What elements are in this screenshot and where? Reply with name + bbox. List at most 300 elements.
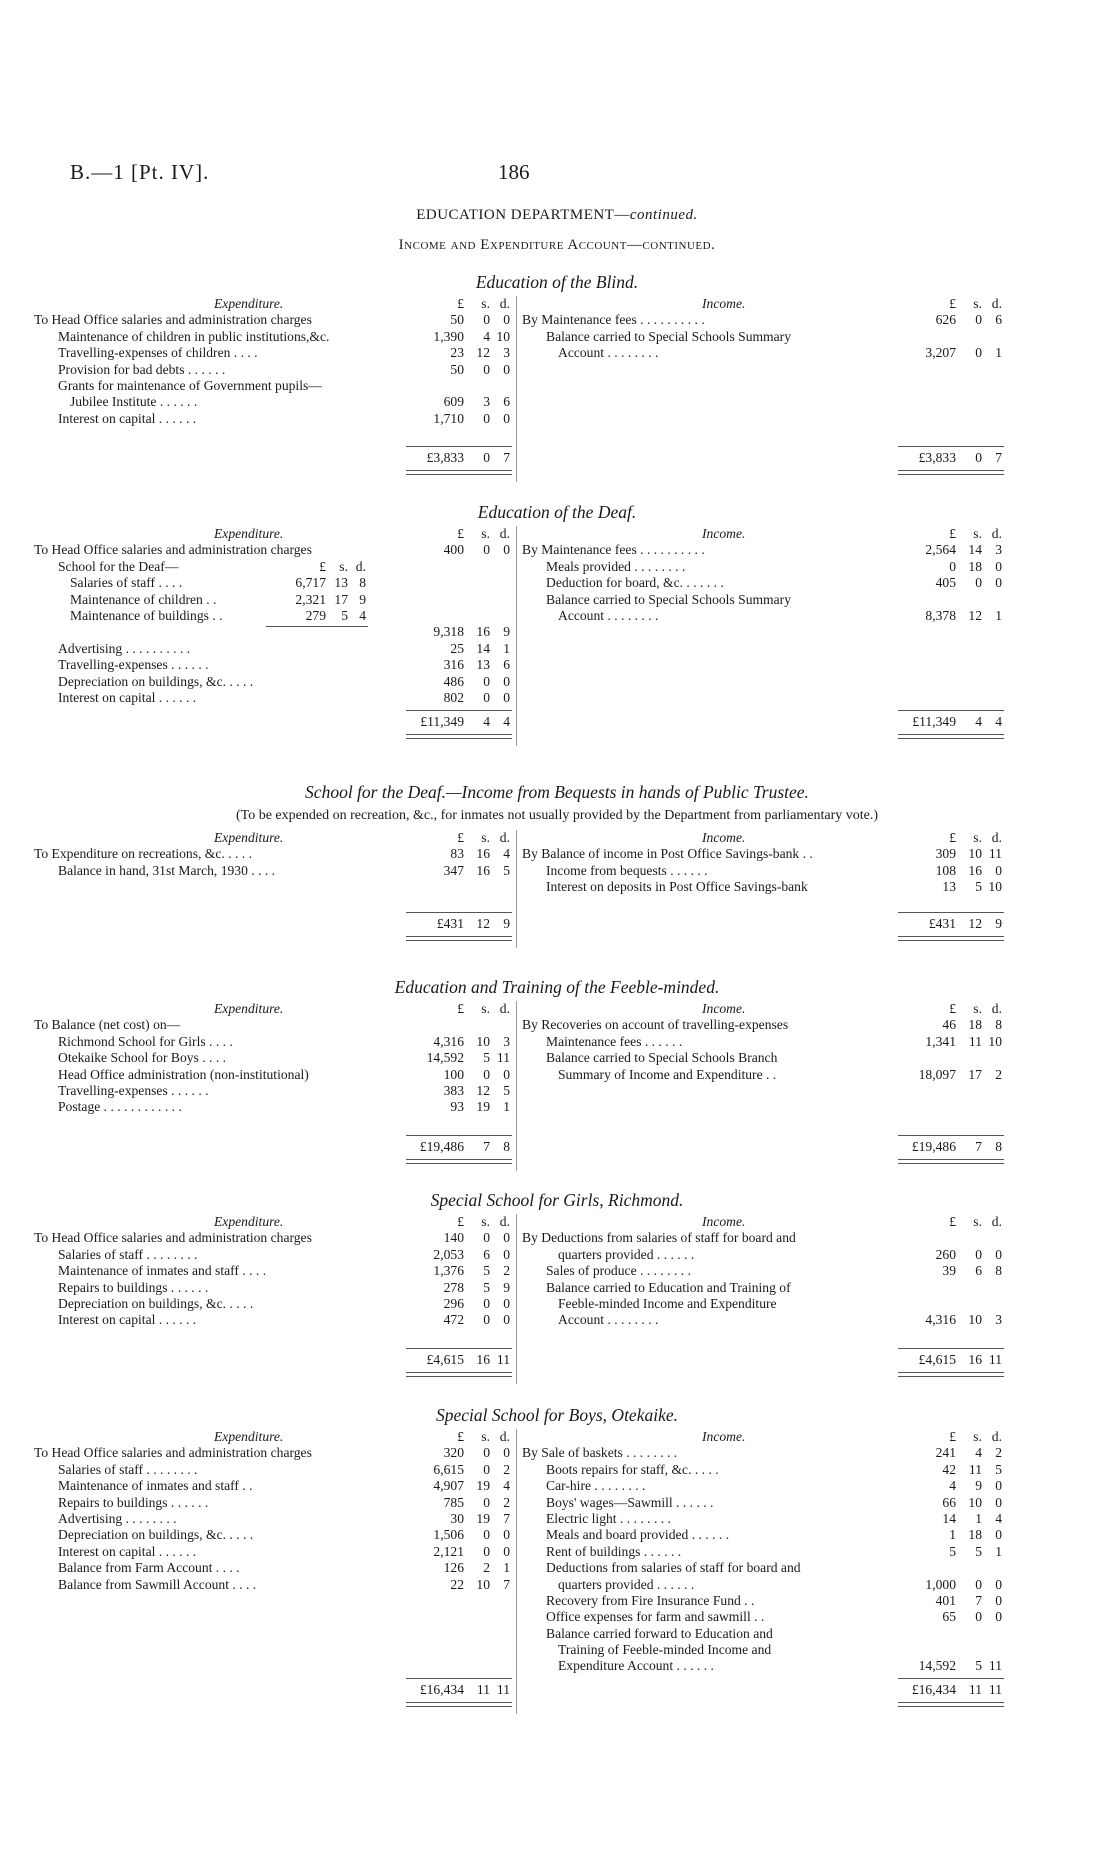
total-shillings: 11	[476, 1682, 490, 1697]
total-row	[522, 1139, 1004, 1155]
income-row	[522, 1478, 1004, 1494]
pounds: 126	[443, 1560, 464, 1576]
report-reference: B.—1 [Pt. IV].	[70, 160, 210, 184]
column-heading	[34, 526, 512, 542]
pounds: 50	[450, 361, 464, 377]
shillings: 2	[483, 1560, 490, 1576]
expenditure-column	[34, 296, 512, 465]
pence: 5	[503, 1082, 510, 1098]
row-label: Interest on deposits in Post Office Savings-bank	[546, 879, 808, 895]
total-pounds: £4,615	[918, 1352, 956, 1367]
row-label: Otekaike School for Boys . . . .	[58, 1050, 227, 1066]
pounds: 65	[942, 1609, 956, 1625]
feeble-title: Education and Training of the Feeble-minded.	[394, 977, 720, 997]
pence: 5	[503, 862, 510, 878]
pounds-heading: £	[457, 296, 464, 311]
expenditure-row	[34, 542, 512, 558]
pounds: 66	[942, 1494, 956, 1510]
pounds: 50	[450, 312, 464, 328]
column-heading	[522, 526, 1004, 542]
shillings: 4	[483, 328, 490, 344]
row-label: Jubilee Institute . . . . . .	[70, 394, 198, 410]
shillings: 12	[476, 1082, 490, 1098]
column-divider	[516, 1001, 517, 1171]
pence-heading: d.	[499, 1429, 510, 1444]
total-rule-bottom	[406, 1372, 512, 1377]
expenditure-row	[34, 1280, 512, 1296]
account-heading: Income and Expenditure Account—continued.	[398, 237, 716, 253]
pounds: 39	[942, 1263, 956, 1279]
income-row	[522, 1577, 1004, 1593]
pounds: 18,097	[918, 1066, 956, 1082]
shillings: 17	[334, 591, 348, 607]
column-heading	[34, 1001, 512, 1017]
pounds: 260	[935, 1246, 956, 1262]
row-label: To Head Office salaries and administration charges	[34, 312, 312, 328]
pounds-heading: £	[949, 526, 956, 541]
pence-heading: d.	[499, 1214, 510, 1229]
pence: 0	[995, 1527, 1002, 1543]
blind-title: Education of the Blind.	[475, 272, 639, 292]
pounds: 383	[443, 1082, 464, 1098]
pounds: 2,321	[295, 591, 326, 607]
pounds: 1,506	[433, 1527, 464, 1543]
row-label: Postage . . . . . . . . . . . .	[58, 1099, 182, 1115]
pounds-heading: £	[457, 1429, 464, 1444]
income-row	[522, 1312, 1004, 1328]
expenditure-row	[34, 1230, 512, 1246]
total-rule-bottom	[898, 734, 1004, 739]
pence-heading: d.	[991, 526, 1002, 541]
pence: 0	[995, 1609, 1002, 1625]
pounds: 316	[443, 657, 464, 673]
total-row	[522, 450, 1004, 466]
shillings: 13	[476, 657, 490, 673]
row-label: Training of Feeble-minded Income and	[558, 1642, 772, 1658]
pounds: 1,390	[433, 328, 464, 344]
pence-heading: d.	[991, 296, 1002, 311]
total-shillings: 7	[483, 1139, 490, 1154]
expenditure-row	[34, 1478, 512, 1494]
pence: 1	[995, 345, 1002, 361]
sub-shillings-heading: s.	[339, 558, 348, 574]
total-pence: 9	[503, 916, 510, 931]
shillings: 5	[975, 1658, 982, 1674]
pence: 2	[503, 1263, 510, 1279]
row-label: Maintenance of children in public institutions,&c.	[58, 328, 330, 344]
expenditure-row	[34, 1034, 512, 1050]
total-row	[522, 916, 1004, 932]
pence: 0	[503, 1527, 510, 1543]
expenditure-row	[34, 608, 512, 624]
income-column	[522, 1429, 1004, 1697]
row-label: By Balance of income in Post Office Savings-bank . .	[522, 846, 813, 862]
pence: 11	[496, 1050, 510, 1066]
total-row	[522, 1682, 1004, 1698]
pence: 10	[988, 1033, 1002, 1049]
column-divider	[516, 1429, 517, 1714]
pence: 3	[995, 1312, 1002, 1328]
total-pounds: £3,833	[918, 450, 956, 465]
shillings: 17	[968, 1066, 982, 1082]
expenditure-row	[34, 657, 512, 673]
pounds: 3,207	[925, 345, 956, 361]
department-name: EDUCATION DEPARTMENT—	[416, 207, 630, 223]
row-label: Salaries of staff . . . . . . . .	[58, 1461, 198, 1477]
shillings: 11	[968, 1033, 982, 1049]
total-pounds: £431	[436, 916, 464, 931]
total-pence: 11	[496, 1352, 510, 1367]
bequests-note: (To be expended on recreation, &c., for inmates not usually provided by the Department from parliamentary vote.)	[235, 808, 879, 823]
pounds: 22	[450, 1576, 464, 1592]
shillings: 0	[483, 673, 490, 689]
pounds: 1,376	[433, 1263, 464, 1279]
pounds: 4,316	[925, 1312, 956, 1328]
shillings: 16	[476, 624, 490, 640]
shillings: 0	[975, 575, 982, 591]
income-row	[522, 312, 1004, 328]
expenditure-heading: Expenditure.	[214, 1214, 284, 1229]
shillings: 0	[483, 1295, 490, 1311]
pounds: 609	[443, 394, 464, 410]
total-shillings: 12	[476, 916, 490, 931]
expenditure-row	[34, 312, 512, 328]
row-label: Maintenance fees . . . . . .	[546, 1033, 683, 1049]
row-label: To Expenditure on recreations, &c. . . . .	[34, 846, 252, 862]
row-label: To Head Office salaries and administration charges	[34, 1230, 312, 1246]
total-rule-bottom	[898, 1159, 1004, 1164]
row-label: Maintenance of children . .	[70, 591, 217, 607]
pence: 0	[503, 1295, 510, 1311]
row-label: Depreciation on buildings, &c. . . . .	[58, 1295, 254, 1311]
pounds-heading: £	[949, 1429, 956, 1444]
richmond-title: Special School for Girls, Richmond.	[430, 1190, 684, 1210]
pounds: 5	[949, 1543, 956, 1559]
total-rule-top	[898, 1135, 1004, 1136]
pounds-heading: £	[949, 1001, 956, 1016]
row-label: Meals and board provided . . . . . .	[546, 1527, 730, 1543]
pence-heading: d.	[991, 830, 1002, 845]
income-row	[522, 1495, 1004, 1511]
total-pence: 4	[995, 714, 1002, 729]
expenditure-row	[34, 394, 512, 410]
pounds: 108	[935, 862, 956, 878]
row-label: Account . . . . . . . .	[558, 607, 659, 623]
row-label: Repairs to buildings . . . . . .	[58, 1494, 209, 1510]
income-column	[522, 830, 1004, 931]
pounds: 309	[935, 846, 956, 862]
column-heading	[522, 830, 1004, 846]
income-heading: Income.	[702, 1429, 746, 1444]
row-label: Grants for maintenance of Government pupils—	[58, 377, 322, 393]
expenditure-row	[34, 1495, 512, 1511]
shillings: 5	[975, 879, 982, 895]
pence: 10	[988, 879, 1002, 895]
pence-heading: d.	[991, 1001, 1002, 1016]
shillings: 0	[483, 1527, 490, 1543]
income-row	[522, 1593, 1004, 1609]
income-row	[522, 559, 1004, 575]
pence: 9	[503, 1279, 510, 1295]
shillings: 16	[476, 862, 490, 878]
total-shillings: 11	[968, 1682, 982, 1697]
expenditure-heading: Expenditure.	[214, 1001, 284, 1016]
total-pence: 11	[988, 1352, 1002, 1367]
pounds: 25	[450, 640, 464, 656]
income-row	[522, 1034, 1004, 1050]
expenditure-row	[34, 559, 512, 575]
pounds: 14,592	[426, 1050, 464, 1066]
shillings: 18	[968, 1527, 982, 1543]
total-shillings: 0	[483, 450, 490, 465]
expenditure-row	[34, 863, 512, 879]
shillings-heading: s.	[973, 296, 982, 311]
row-label: Balance carried to Special Schools Summary	[546, 591, 791, 607]
pounds: 2,053	[433, 1246, 464, 1262]
total-shillings: 16	[476, 1352, 490, 1367]
total-rule-top	[406, 1135, 512, 1136]
shillings-heading: s.	[481, 526, 490, 541]
expenditure-row	[34, 345, 512, 361]
pounds: 30	[450, 1510, 464, 1526]
column-divider	[516, 296, 517, 482]
shillings: 0	[975, 1576, 982, 1592]
pounds: 23	[450, 345, 464, 361]
income-row	[522, 1658, 1004, 1674]
row-label: Deductions from salaries of staff for board and	[546, 1560, 801, 1576]
expenditure-row	[34, 1296, 512, 1312]
income-row	[522, 1626, 1004, 1642]
row-label: Balance in hand, 31st March, 1930 . . . .	[58, 862, 276, 878]
shillings: 19	[476, 1478, 490, 1494]
shillings-heading: s.	[973, 830, 982, 845]
shillings-heading: s.	[481, 1214, 490, 1229]
row-label: Richmond School for Girls . . . .	[58, 1033, 233, 1049]
expenditure-row	[34, 1263, 512, 1279]
shillings: 16	[476, 846, 490, 862]
expenditure-row	[34, 1050, 512, 1066]
row-label: By Maintenance fees . . . . . . . . . .	[522, 312, 705, 328]
total-pence: 7	[995, 450, 1002, 465]
shillings: 0	[483, 542, 490, 558]
shillings: 0	[483, 1230, 490, 1246]
pence: 7	[503, 1576, 510, 1592]
expenditure-row	[34, 674, 512, 690]
pounds: 100	[443, 1066, 464, 1082]
pence: 2	[503, 1461, 510, 1477]
row-label: To Head Office salaries and administration charges	[34, 542, 312, 558]
shillings: 0	[483, 1543, 490, 1559]
income-row	[522, 592, 1004, 608]
income-column	[522, 1001, 1004, 1154]
shillings-heading: s.	[973, 1001, 982, 1016]
shillings: 10	[476, 1576, 490, 1592]
row-label: Electric light . . . . . . . .	[546, 1510, 671, 1526]
row-label: Account . . . . . . . .	[558, 1312, 659, 1328]
shillings-heading: s.	[973, 1214, 982, 1229]
income-row	[522, 1296, 1004, 1312]
pence: 4	[995, 1510, 1002, 1526]
expenditure-column	[34, 1429, 512, 1697]
shillings: 10	[476, 1033, 490, 1049]
pence: 0	[503, 1543, 510, 1559]
expenditure-row	[34, 1544, 512, 1560]
shillings: 0	[483, 1445, 490, 1461]
total-pounds: £431	[928, 916, 956, 931]
pounds: 486	[443, 673, 464, 689]
total-pence: 8	[503, 1139, 510, 1154]
shillings: 3	[483, 394, 490, 410]
income-row	[522, 345, 1004, 361]
pounds: 400	[443, 542, 464, 558]
income-row	[522, 1511, 1004, 1527]
expenditure-row	[34, 641, 512, 657]
pounds: 6,717	[295, 575, 326, 591]
row-label: Repairs to buildings . . . . . .	[58, 1279, 209, 1295]
row-label: By Recoveries on account of travelling-expenses	[522, 1017, 789, 1033]
shillings: 12	[968, 607, 982, 623]
total-pounds: £3,833	[426, 450, 464, 465]
pence: 9	[503, 624, 510, 640]
row-label: Balance from Farm Account . . . .	[58, 1560, 240, 1576]
shillings: 5	[975, 1543, 982, 1559]
row-label: quarters provided . . . . . .	[558, 1246, 695, 1262]
total-rule-top	[898, 1348, 1004, 1349]
row-label: quarters provided . . . . . .	[558, 1576, 695, 1592]
pence: 2	[503, 1494, 510, 1510]
total-pence: 8	[995, 1139, 1002, 1154]
pence: 7	[503, 1510, 510, 1526]
pence: 10	[496, 328, 510, 344]
shillings: 5	[483, 1279, 490, 1295]
income-row	[522, 608, 1004, 624]
pence: 1	[995, 1543, 1002, 1559]
income-row	[522, 542, 1004, 558]
column-heading	[522, 296, 1004, 312]
shillings: 14	[968, 542, 982, 558]
row-label: Deduction for board, &c. . . . . . .	[546, 575, 724, 591]
income-row	[522, 575, 1004, 591]
shillings: 10	[968, 1312, 982, 1328]
shillings: 0	[483, 1066, 490, 1082]
expenditure-row	[34, 1577, 512, 1593]
pence: 0	[995, 1478, 1002, 1494]
total-shillings: 4	[975, 714, 982, 729]
shillings-heading: s.	[973, 1429, 982, 1444]
income-row	[522, 1067, 1004, 1083]
sub-pounds-heading: £	[319, 558, 326, 574]
pounds: 401	[935, 1592, 956, 1608]
pounds: 1,710	[433, 410, 464, 426]
shillings: 5	[483, 1050, 490, 1066]
pence: 9	[359, 591, 366, 607]
pounds: 0	[949, 558, 956, 574]
shillings: 13	[334, 575, 348, 591]
shillings: 18	[968, 558, 982, 574]
total-rule-bottom	[898, 1372, 1004, 1377]
income-row	[522, 1560, 1004, 1576]
pounds: 4,907	[433, 1478, 464, 1494]
pence: 0	[503, 312, 510, 328]
income-heading: Income.	[702, 830, 746, 845]
pence: 5	[995, 1461, 1002, 1477]
sub-pence-heading: d.	[355, 558, 366, 574]
shillings: 7	[975, 1592, 982, 1608]
shillings: 18	[968, 1017, 982, 1033]
income-row	[522, 1263, 1004, 1279]
pounds: 802	[443, 689, 464, 705]
total-shillings: 12	[968, 916, 982, 931]
total-rule-bottom	[898, 470, 1004, 475]
shillings: 0	[975, 345, 982, 361]
expenditure-row	[34, 1312, 512, 1328]
expenditure-row	[34, 575, 512, 591]
row-label: To Balance (net cost) on—	[34, 1017, 181, 1033]
pence: 6	[503, 657, 510, 673]
pence-heading: d.	[499, 526, 510, 541]
shillings: 12	[476, 345, 490, 361]
pence: 0	[995, 1246, 1002, 1262]
total-rule-top	[406, 710, 512, 711]
total-row	[522, 714, 1004, 730]
pence: 8	[995, 1017, 1002, 1033]
pounds: 13	[942, 879, 956, 895]
income-row	[522, 1230, 1004, 1246]
shillings: 6	[975, 1263, 982, 1279]
total-row	[34, 1352, 512, 1368]
shillings-heading: s.	[481, 1001, 490, 1016]
income-row	[522, 879, 1004, 895]
total-rule-bottom	[406, 936, 512, 941]
expenditure-row	[34, 1099, 512, 1115]
pence: 0	[995, 575, 1002, 591]
total-row	[34, 1682, 512, 1698]
pence: 0	[503, 1246, 510, 1262]
pounds-heading: £	[457, 1001, 464, 1016]
total-pence: 11	[988, 1682, 1002, 1697]
total-row	[34, 450, 512, 466]
column-divider	[516, 1214, 517, 1384]
deaf-title: Education of the Deaf.	[477, 502, 637, 522]
pounds: 241	[935, 1445, 956, 1461]
department-heading	[0, 207, 1114, 224]
shillings: 0	[483, 689, 490, 705]
total-rule-bottom	[406, 470, 512, 475]
pence-heading: d.	[499, 830, 510, 845]
pence: 4	[359, 607, 366, 623]
pence: 6	[503, 394, 510, 410]
income-row	[522, 1462, 1004, 1478]
row-label: Balance carried to Special Schools Branch	[546, 1050, 778, 1066]
pounds: 83	[450, 846, 464, 862]
row-label: Account . . . . . . . .	[558, 345, 659, 361]
expenditure-heading: Expenditure.	[214, 296, 284, 311]
shillings: 0	[975, 1609, 982, 1625]
row-label: Head Office administration (non-institutional)	[58, 1066, 309, 1082]
expenditure-column	[34, 830, 512, 931]
pounds-heading: £	[457, 1214, 464, 1229]
income-row	[522, 1280, 1004, 1296]
pence-heading: d.	[499, 296, 510, 311]
expenditure-row	[34, 411, 512, 427]
row-label: School for the Deaf—	[58, 558, 179, 574]
expenditure-row	[34, 1511, 512, 1527]
row-label: Balance from Sawmill Account . . . .	[58, 1576, 257, 1592]
total-shillings: 16	[968, 1352, 982, 1367]
expenditure-heading: Expenditure.	[214, 830, 284, 845]
shillings: 10	[968, 1494, 982, 1510]
column-heading	[34, 296, 512, 312]
